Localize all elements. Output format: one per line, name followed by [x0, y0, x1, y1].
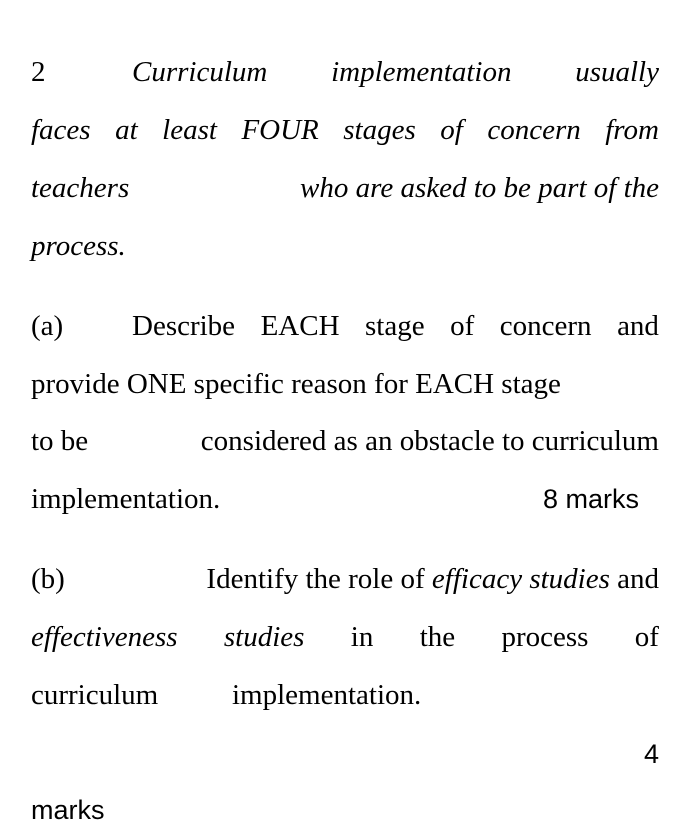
- word: stage: [365, 310, 425, 342]
- word: stages: [343, 114, 416, 146]
- word: process: [501, 621, 589, 653]
- question-line-1-text: [132, 55, 659, 89]
- part-b-line-2: [31, 620, 659, 654]
- question-line-2: [31, 113, 659, 147]
- word: in: [350, 621, 374, 653]
- word: implementation: [331, 56, 512, 88]
- word: of: [450, 310, 475, 342]
- part-a-label: (a): [31, 310, 64, 342]
- word: curriculum: [31, 679, 159, 711]
- part-a-line-3-text: considered as an obstacle to curriculum: [200, 425, 659, 457]
- word: implementation.: [31, 483, 221, 515]
- text-span: Identify the role of: [206, 563, 432, 595]
- word: and: [617, 310, 659, 342]
- part-b-marks-word: marks: [31, 795, 105, 825]
- word: at: [115, 114, 138, 146]
- part-b-marks-number: 4: [643, 739, 659, 769]
- word: of: [634, 621, 659, 653]
- word: least: [162, 114, 217, 146]
- italic-term: effectiveness: [31, 621, 178, 653]
- question-line-4: process.: [31, 230, 126, 262]
- word: concern: [499, 310, 592, 342]
- word: to be: [31, 425, 89, 457]
- word: Describe: [132, 310, 236, 342]
- word: faces: [31, 114, 91, 146]
- part-b-line-1-text: [206, 562, 659, 596]
- question-number: 2: [31, 56, 46, 88]
- part-b-label: (b): [31, 563, 65, 595]
- word: of: [440, 114, 463, 146]
- italic-term: efficacy studies: [431, 563, 610, 595]
- part-a-marks: 8 marks: [542, 484, 639, 514]
- word: Curriculum: [132, 56, 268, 88]
- word: implementation.: [232, 679, 422, 711]
- word: usually: [575, 56, 659, 88]
- word: the: [419, 621, 456, 653]
- word: concern: [487, 114, 581, 146]
- italic-term: studies: [223, 621, 305, 653]
- part-a-line-1-text: [132, 309, 659, 343]
- question-line-3-text: who are asked to be part of the: [300, 172, 659, 204]
- part-a-line-2: provide ONE specific reason for EACH stage: [31, 368, 561, 400]
- word: teachers: [31, 172, 130, 204]
- word: FOUR: [241, 114, 319, 146]
- word: from: [605, 114, 659, 146]
- word: EACH: [260, 310, 340, 342]
- text-span: and: [609, 563, 659, 595]
